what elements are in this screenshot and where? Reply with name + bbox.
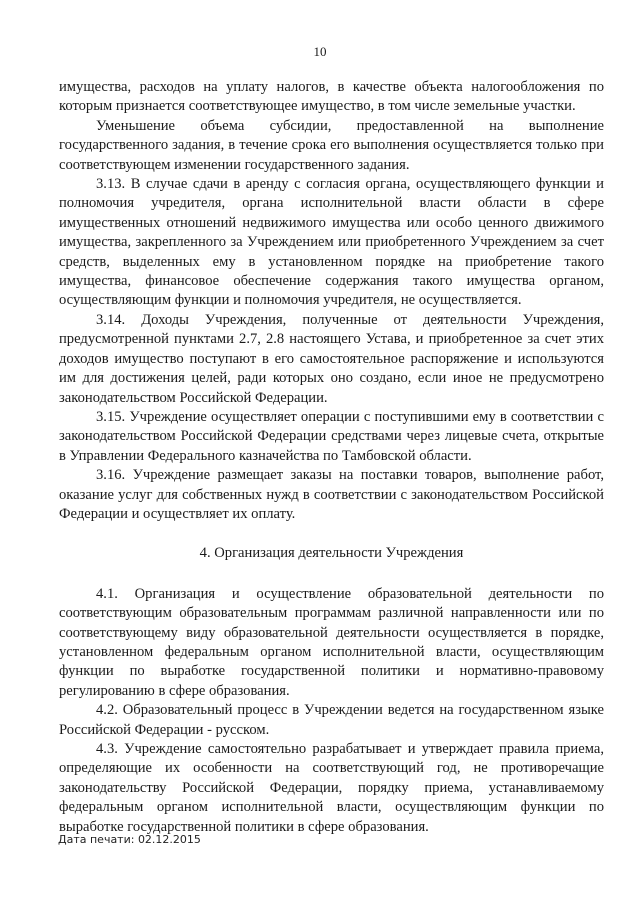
document-body [59,78,604,837]
section-heading: 4. Организация деятельности Учреждения [199,545,464,562]
print-date: Дата печати: 02.12.2015 [58,833,201,846]
paragraph-3-15: 3.15. Учреждение осуществляет операции с поступившими ему в соответствии с законодательством Российской Федерации средствами через лицевые счета, открытые в Управлении Федерального казначейства по Тамбовской области. [59,408,604,464]
paragraph-4-2: 4.2. Образовательный процесс в Учреждении ведется на государственном языке Российской Федерации - русском. [59,702,604,738]
paragraph-3-14: 3.14. Доходы Учреждения, полученные от деятельности Учреждения, предусмотренной пунктами 2.7, 2.8 настоящего Устава, и приобретенное за счет этих доходов имущество поступают в его самостоятельное распоряжение и используются им для достижения целей, ради которых оно создано, если иное не предусмотрено законодательством Российской Федерации. [59,311,604,406]
paragraph-4-1: 4.1. Организация и осуществление образовательной деятельности по соответствующим образовательным программам различной направленности или по соответствующему виду образовательной деятельности осуществляется в порядке, установленном федеральным органом исполнительной власти, осуществляющим функции по выработке государственной политики и нормативно-правовому регулированию в сфере образования. [59,585,604,699]
paragraph-4-3: 4.3. Учреждение самостоятельно разрабатывает и утверждает правила приема, определяющие их особенности на соответствующий год, не противоречащие законодательству Российской Федерации, порядку приема, устанавливаемому федеральным органом исполнительной власти, осуществляющим функции по выработке государственной политики в сфере образования. [59,741,604,835]
paragraph-continuation: имущества, расходов на уплату налогов, в качестве объекта налогообложения по которым признается соответствующее имущество, в том числе земельные участки. [59,79,604,115]
paragraph-subsidy-reduction: Уменьшение объема субсидии, предоставленной на выполнение государственного задания, в течение срока его выполнения осуществляется только при соответствующем изменении государственного задания. [59,117,604,173]
paragraph-3-13: 3.13. В случае сдачи в аренду с согласия органа, осуществляющего функции и полномочия учредителя, органа исполнительной власти области в сфере имущественных отношений недвижимого имущества или особо ценного движимого имущества, закрепленного за Учреждением или приобретенного Учреждением за счет средств, выделенных ему в установленном порядке на приобретение такого имущества, финансовое обеспечение содержания такого имущества органом, осуществляющим функции и полномочия учредителя, не осуществляется. [59,176,604,309]
page-number: 10 [313,44,327,59]
paragraph-3-16: 3.16. Учреждение размещает заказы на поставки товаров, выполнение работ, оказание услуг для собственных нужд в соответствии с законодательством Российской Федерации и осуществляет их оплату. [59,467,604,522]
